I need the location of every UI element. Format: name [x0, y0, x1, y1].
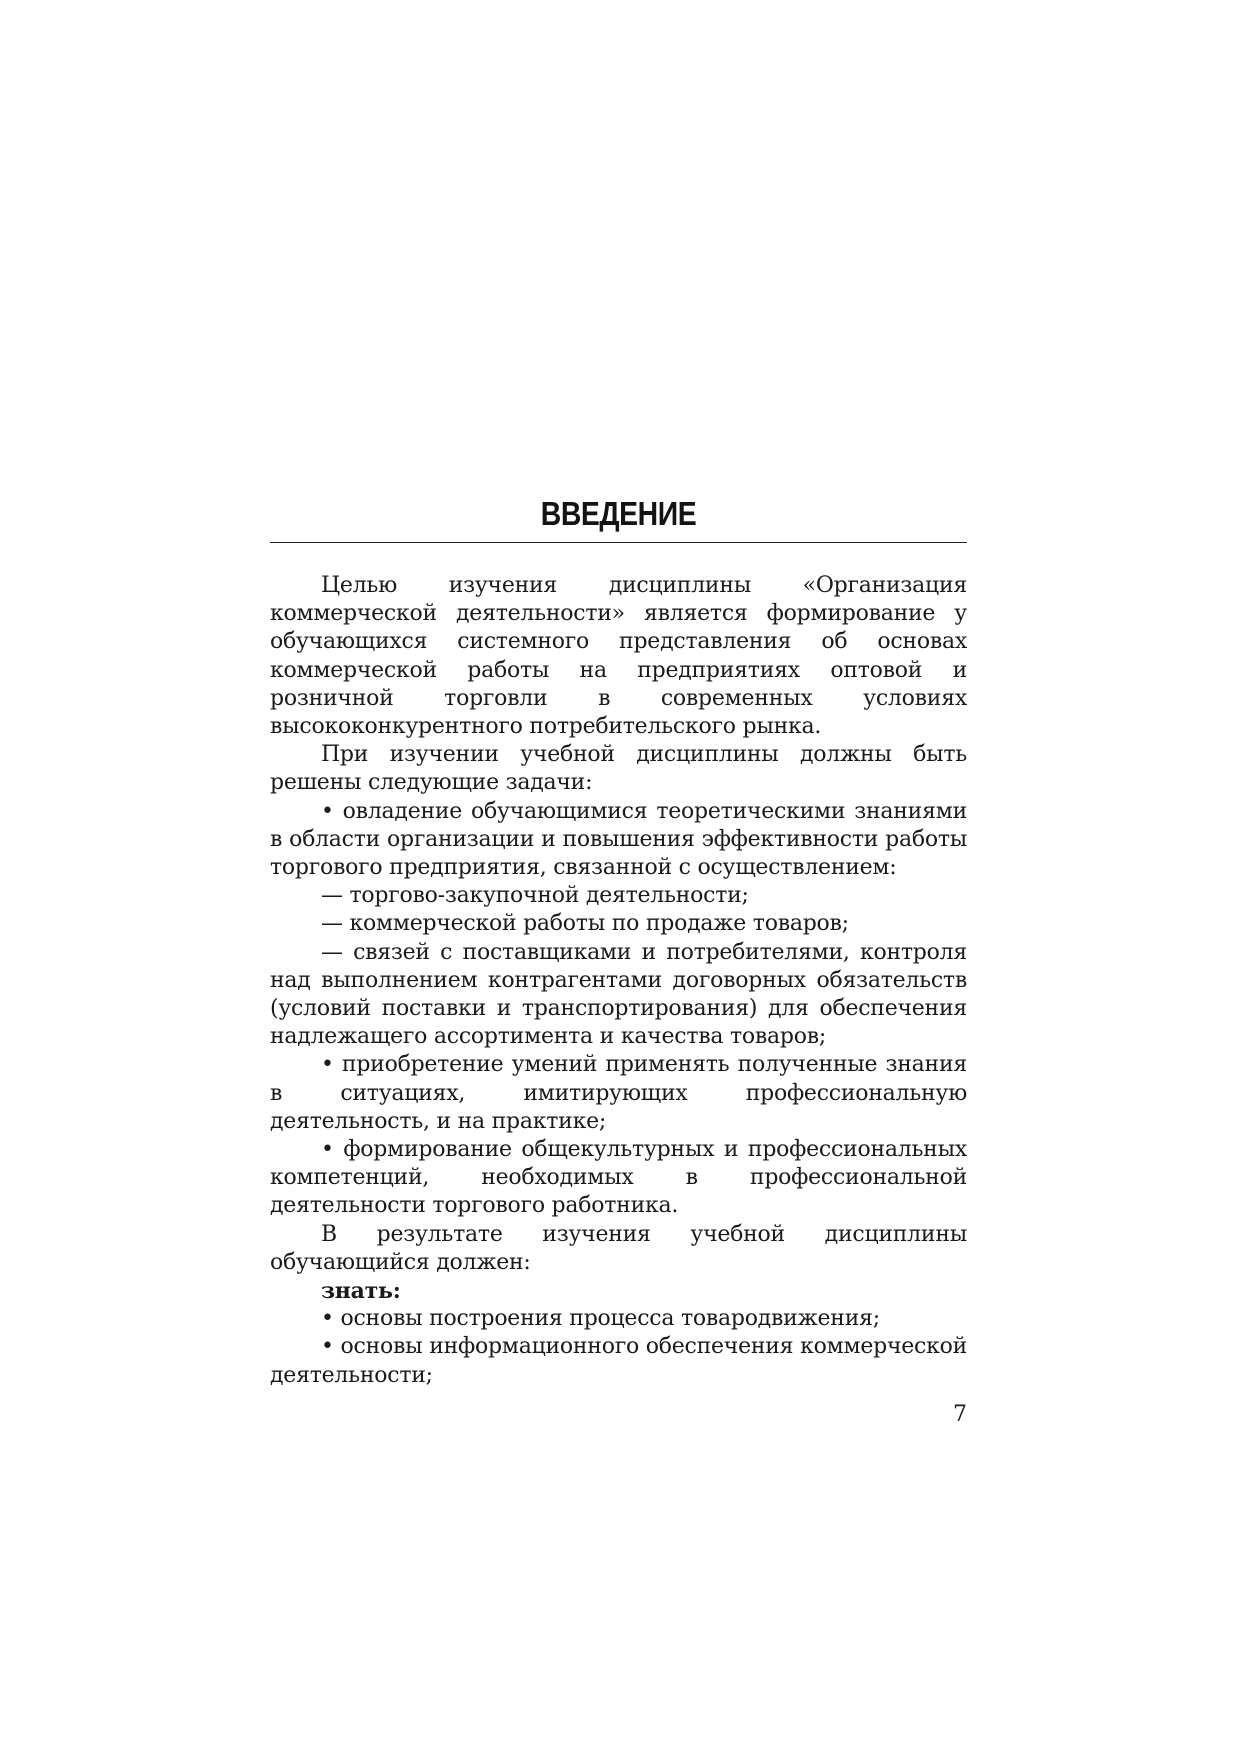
label-know: знать:	[321, 1278, 401, 1305]
body-text	[270, 572, 967, 1390]
bullet-information: • основы информационного обеспечения коммерческой деятельности;	[270, 1334, 967, 1388]
dash-supplier-relations: — связей с поставщиками и потребителями, контроля над выполнением контрагентами договорных обязательств (условий поставки и транспортирования) для обеспечения надлежащего ассортимента и качества товаров;	[270, 939, 967, 1050]
section-heading: ВВЕДЕНИЕ	[540, 495, 697, 532]
paragraph-goal: Целью изучения дисциплины «Организация коммерческой деятельности» является формирование у обучающихся системного представления об основах коммерческой работы на предприятиях оптовой и розничной торговли в современных условиях высококонкурентного потребительского рынка.	[270, 573, 967, 740]
bullet-theory: • овладение обучающимися теоретическими знаниями в области организации и повышения эффективности работы торгового предприятия, связанной с осуществлением:	[270, 798, 967, 881]
paragraph-results: В результате изучения учебной дисциплины обучающийся должен:	[270, 1221, 967, 1275]
paragraph-tasks-intro: При изучении учебной дисциплины должны быть решены следующие задачи:	[270, 742, 967, 796]
heading-rule	[270, 542, 967, 543]
dash-sales-work: — коммерческой работы по продаже товаров;	[321, 911, 849, 937]
bullet-distribution: • основы построения процесса товародвижения;	[321, 1306, 880, 1332]
page-number: 7	[953, 1402, 967, 1427]
dash-trade-purchasing: — торгово-закупочной деятельности;	[321, 883, 749, 909]
bullet-skills: • приобретение умений применять полученные знания в ситуациях, имитирующих профессиональную деятельность, и на практике;	[270, 1052, 967, 1134]
bullet-competencies: • формирование общекультурных и профессиональных компетенций, необходимых в профессиональной деятельности торгового работника.	[270, 1137, 967, 1219]
